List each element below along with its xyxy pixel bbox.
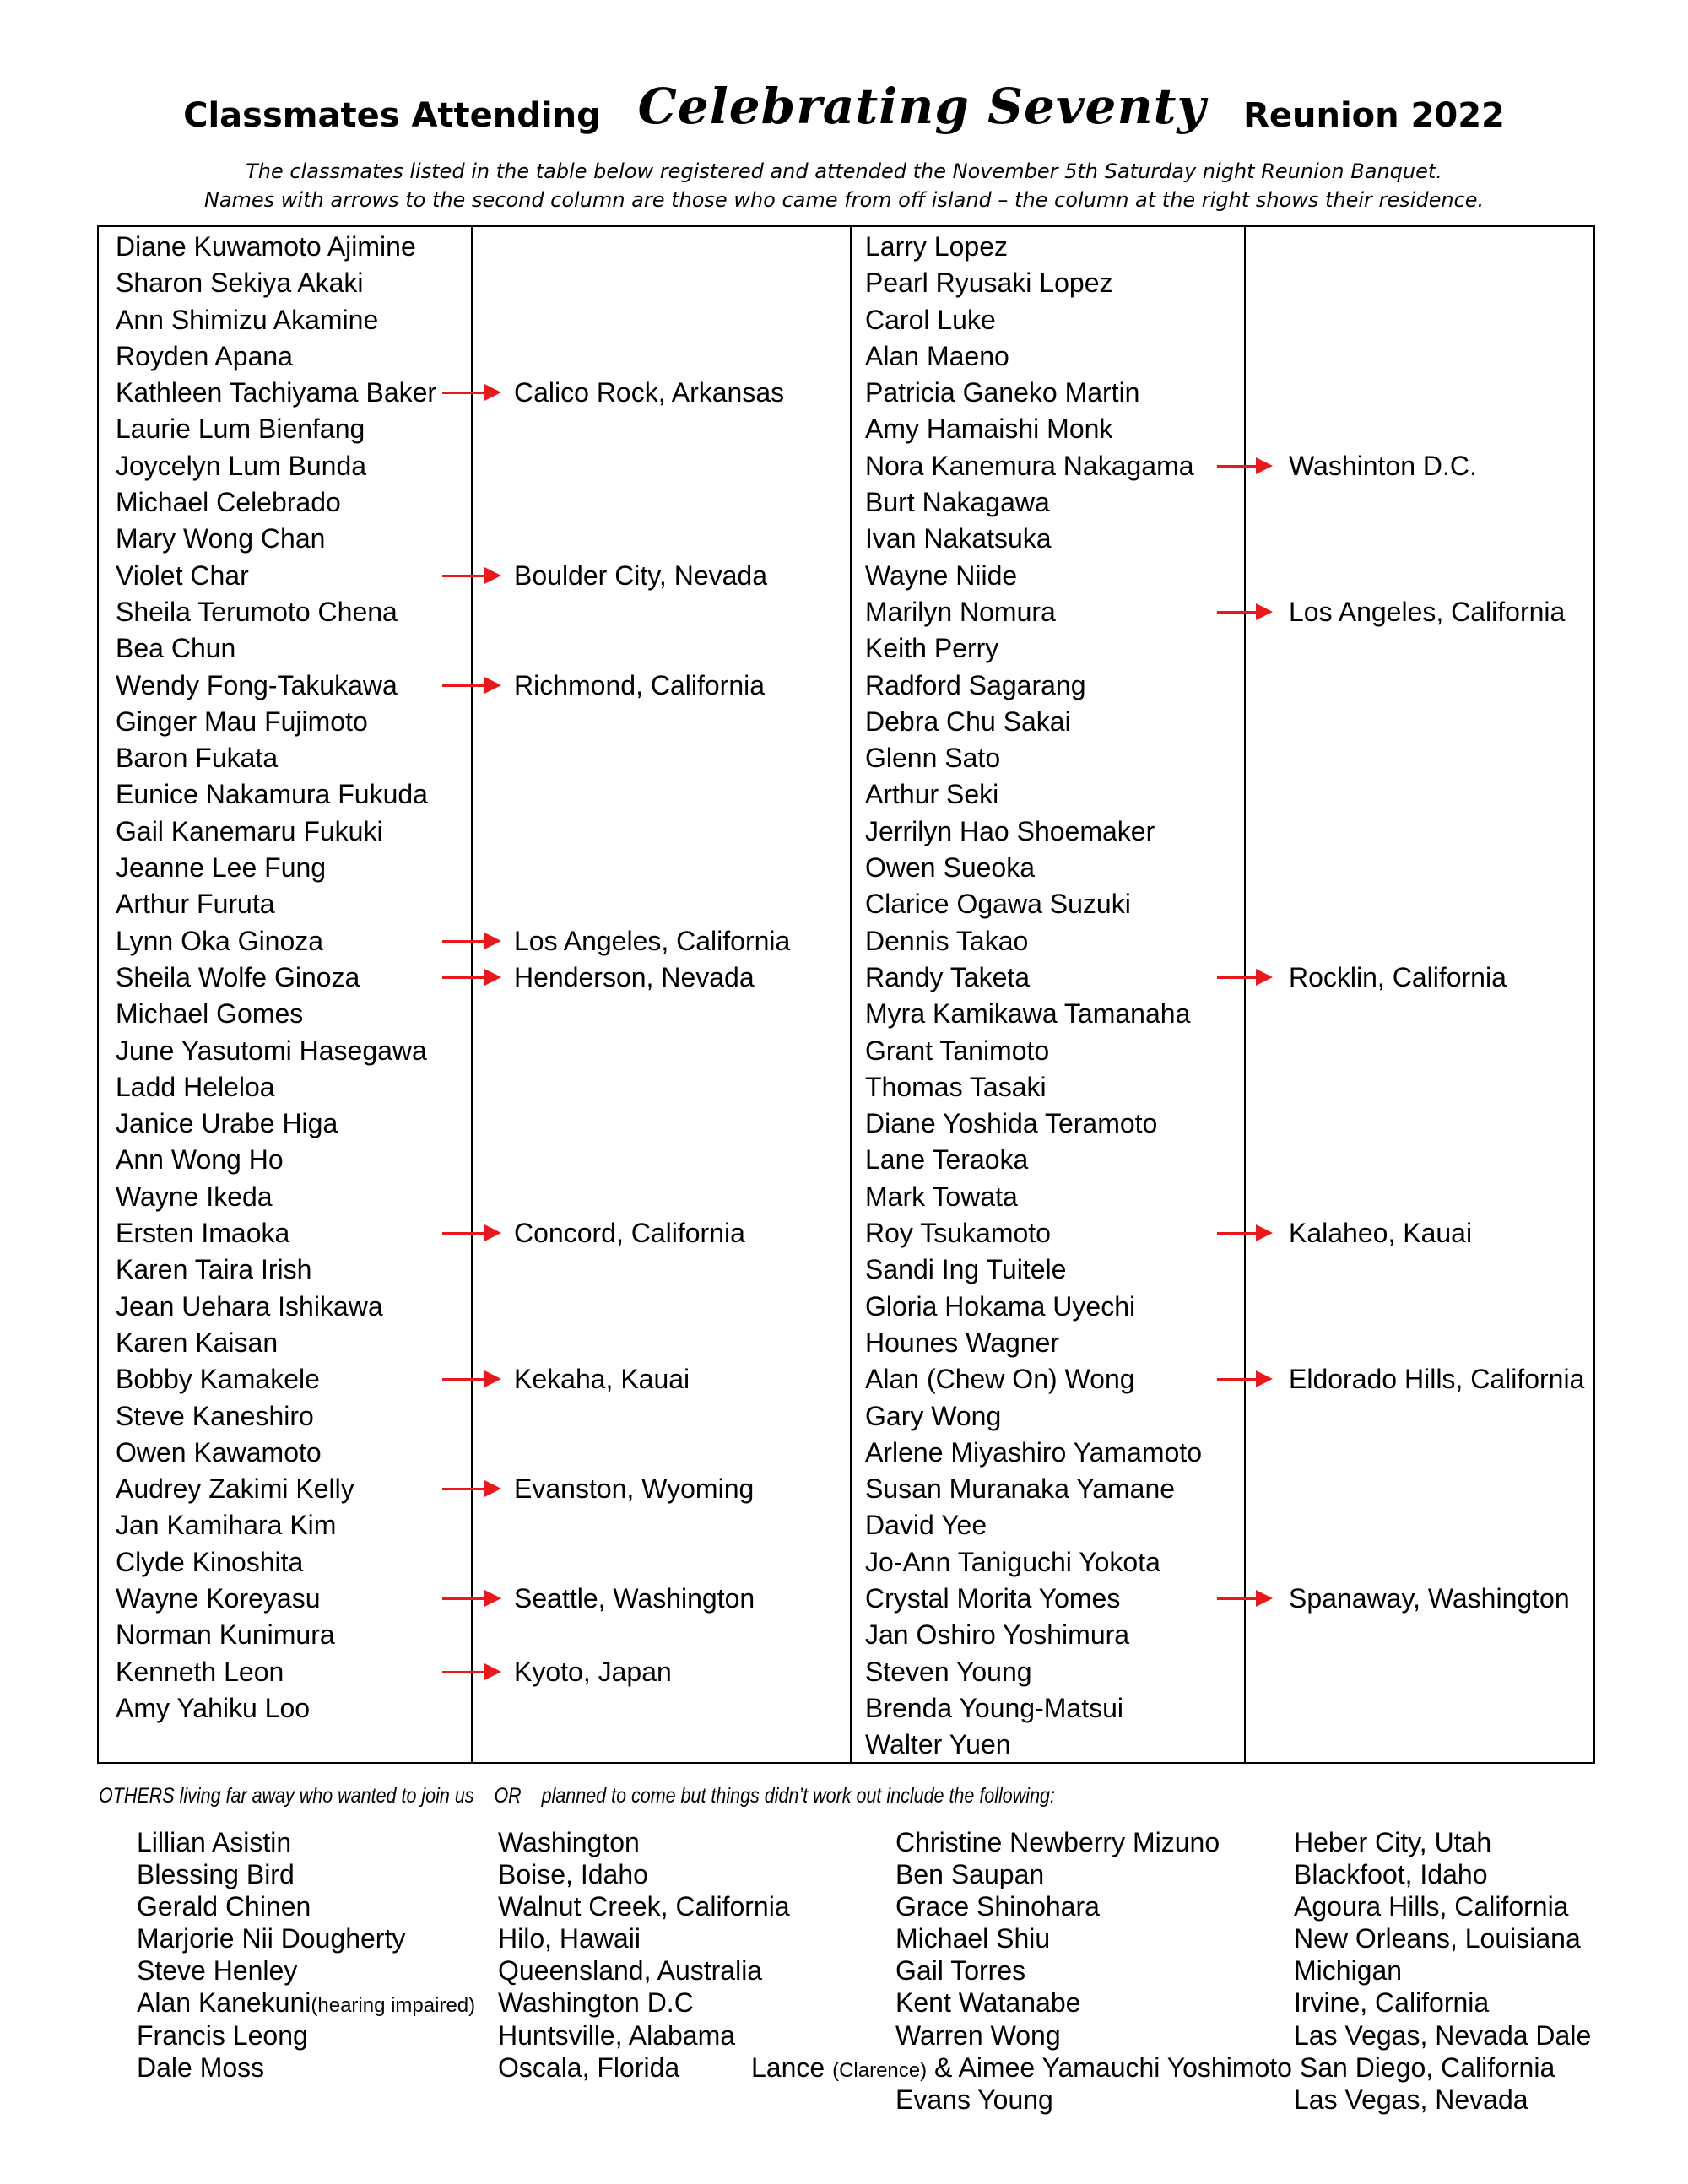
attendee-name: Diane Yoshida Teramoto	[865, 1108, 1158, 1139]
attendee-name: Larry Lopez	[865, 231, 1008, 262]
others-heading-part2: planned to come but things didn’t work out include the following:	[541, 1784, 1055, 1808]
attendee-name: Diane Kuwamoto Ajimine	[116, 231, 416, 262]
attendee-residence	[1289, 1033, 1584, 1069]
attendee-residence	[1289, 484, 1584, 521]
attendee-residence	[1289, 740, 1584, 776]
attendee-name: Norman Kunimura	[116, 1619, 335, 1651]
attendee-name: Grant Tanimoto	[865, 1035, 1050, 1066]
attendee-residence	[514, 1289, 790, 1325]
attendee-name: Myra Kamikawa Tamanaha	[865, 998, 1191, 1030]
attendee-name: Carol Luke	[865, 304, 996, 335]
other-name	[137, 1954, 475, 1987]
attendee-residence	[1289, 1507, 1584, 1543]
attendee-residence	[1289, 1581, 1584, 1617]
attendee-name: David Yee	[865, 1510, 987, 1541]
attendee-name: Arthur Seki	[865, 779, 999, 810]
attendee-name: Pearl Ryusaki Lopez	[865, 268, 1113, 299]
attendee-residence	[514, 886, 790, 922]
attendee-residence	[514, 704, 790, 740]
arrow-icon	[1217, 976, 1269, 979]
attendee-name: Burt Nakagawa	[865, 487, 1050, 518]
attendee-name: Karen Kaisan	[116, 1327, 279, 1358]
attendee-residence	[1289, 1544, 1584, 1581]
title-after: Reunion 2022	[1243, 96, 1505, 135]
intro-line-2: Names with arrows to the second column are those who came from off island – the column at the right shows their residence.	[203, 188, 1485, 212]
other-name	[895, 1954, 1220, 1987]
attendees-table	[97, 225, 1595, 1764]
attendee-residence	[1289, 996, 1584, 1032]
attendee-residence	[514, 302, 790, 338]
attendee-residence	[1289, 1142, 1584, 1178]
residence-text: Kyoto, Japan	[514, 1656, 672, 1687]
arrow-icon	[1217, 1597, 1269, 1600]
attendee-name: Kathleen Tachiyama Baker	[116, 377, 437, 408]
attendee-residence	[514, 960, 790, 996]
attendee-residence	[514, 1471, 790, 1507]
other-residence: Boise, Idaho	[498, 1859, 648, 1890]
attendee-residence	[1289, 1727, 1584, 1763]
attendee-residence	[1289, 1251, 1584, 1288]
attendee-name: Jo-Ann Taniguchi Yokota	[865, 1546, 1160, 1577]
attendee-residence	[1289, 265, 1584, 301]
others-heading-or: OR	[494, 1784, 522, 1808]
attendee-residence	[1289, 411, 1584, 447]
attendee-residence	[514, 814, 790, 850]
attendee-name: Jeanne Lee Fung	[116, 852, 327, 884]
attendee-residence	[514, 265, 790, 301]
residence-text: Los Angeles, California	[514, 925, 791, 956]
lance-part1: Lance	[751, 2052, 833, 2083]
attendee-name: Janice Urabe Higa	[116, 1108, 338, 1139]
other-name	[137, 1858, 475, 1890]
attendee-name: Randy Taketa	[865, 961, 1031, 992]
other-residence: Agoura Hills, California	[1294, 1891, 1569, 1922]
attendee-name: Jerrilyn Hao Shoemaker	[865, 815, 1155, 846]
attendee-name: Alan (Chew On) Wong	[865, 1364, 1135, 1395]
residence-text: Henderson, Nevada	[514, 961, 755, 992]
arrow-icon	[442, 1671, 498, 1673]
attendee-name: Bea Chun	[116, 633, 236, 664]
residence-column-left	[514, 229, 790, 1727]
attendee-name: June Yasutomi Hasegawa	[116, 1035, 427, 1066]
title-before: Classmates Attending	[183, 96, 601, 135]
attendee-name: Susan Muranaka Yamane	[865, 1473, 1176, 1505]
other-name-text: Gerald Chinen	[137, 1891, 311, 1922]
arrow-icon	[442, 575, 498, 577]
attendee-residence	[514, 484, 790, 521]
attendee-name: Nora Kanemura Nakagama	[865, 450, 1194, 481]
other-name	[895, 1890, 1220, 1922]
attendee-name: Sheila Wolfe Ginoza	[116, 961, 360, 992]
attendee-name: Gloria Hokama Uyechi	[865, 1290, 1136, 1322]
attendee-name: Wayne Ikeda	[116, 1181, 273, 1212]
other-name	[895, 2084, 1220, 2116]
lance-part2: & Aimee Yamauchi Yoshimoto San Diego, California	[927, 2052, 1555, 2083]
attendee-residence	[514, 1544, 790, 1581]
attendee-name: Sheila Terumoto Chena	[116, 596, 398, 627]
attendee-name: Arlene Miyashiro Yamamoto	[865, 1436, 1202, 1468]
attendee-residence	[514, 1581, 790, 1617]
attendee-residence	[1289, 1654, 1584, 1690]
attendee-name: Glenn Sato	[865, 743, 1001, 774]
attendee-name: Clyde Kinoshita	[116, 1546, 304, 1577]
attendee-residence	[1289, 630, 1584, 667]
attendee-name: Kenneth Leon	[116, 1656, 284, 1687]
attendee-name: Keith Perry	[865, 633, 999, 664]
attendee-name: Wendy Fong-Takukawa	[116, 669, 398, 700]
attendee-name: Audrey Zakimi Kelly	[116, 1473, 354, 1505]
residence-text: Rocklin, California	[1289, 961, 1507, 992]
attendee-name: Patricia Ganeko Martin	[865, 377, 1140, 408]
others-heading	[99, 1781, 1055, 1810]
attendee-name: Hounes Wagner	[865, 1327, 1060, 1358]
other-name	[137, 1826, 475, 1858]
other-residence: Hilo, Hawaii	[498, 1923, 641, 1954]
attendee-residence	[1289, 1398, 1584, 1435]
others-heading-part1: OTHERS living far away who wanted to join us	[99, 1784, 474, 1808]
others-residence-left	[498, 1826, 790, 2084]
attendee-residence	[514, 558, 790, 594]
attendee-residence	[1289, 1325, 1584, 1361]
others-lance-line	[751, 2052, 1555, 2087]
residence-text: Richmond, California	[514, 669, 766, 700]
arrow-icon	[1217, 465, 1269, 468]
attendee-name: Baron Fukata	[116, 743, 279, 774]
arrow-icon	[442, 976, 498, 979]
attendee-residence	[514, 1654, 790, 1690]
attendee-name: Ladd Heleloa	[116, 1071, 275, 1102]
attendee-name: Gary Wong	[865, 1400, 1002, 1431]
attendee-residence	[1289, 1617, 1584, 1653]
other-name	[137, 2019, 475, 2052]
other-name-text: Evans Young	[895, 2084, 1053, 2115]
attendee-residence	[1289, 1690, 1584, 1727]
attendee-residence	[1289, 1435, 1584, 1471]
other-residence: Huntsville, Alabama	[498, 2019, 736, 2051]
other-name-text: Marjorie Nii Dougherty	[137, 1923, 406, 1954]
attendee-name: Debra Chu Sakai	[865, 705, 1071, 737]
other-name-text: Lillian Asistin	[137, 1827, 292, 1857]
other-name-note: (hearing impaired)	[311, 1994, 476, 2018]
attendee-residence	[1289, 448, 1584, 484]
attendee-name: Steven Young	[865, 1656, 1032, 1687]
attendee-name: Laurie Lum Bienfang	[116, 414, 365, 445]
attendee-name: Lynn Oka Ginoza	[116, 925, 324, 956]
attendee-name: Roy Tsukamoto	[865, 1218, 1051, 1249]
arrow-icon	[1217, 1232, 1269, 1235]
other-residence: Las Vegas, Nevada Dale	[1294, 2019, 1592, 2051]
arrow-icon	[442, 1488, 498, 1490]
attendee-residence	[514, 1069, 790, 1106]
attendee-residence	[514, 1251, 790, 1288]
attendee-residence	[1289, 1215, 1584, 1251]
arrow-icon	[1217, 1378, 1269, 1381]
attendee-name: Sharon Sekiya Akaki	[116, 268, 364, 299]
attendee-residence	[514, 630, 790, 667]
attendee-name: Jan Oshiro Yoshimura	[865, 1619, 1130, 1651]
attendee-name: Amy Hamaishi Monk	[865, 414, 1113, 445]
attendee-name: Sandi Ing Tuitele	[865, 1254, 1067, 1285]
residence-text: Los Angeles, California	[1289, 596, 1566, 627]
other-name	[895, 1987, 1220, 2019]
attendee-residence	[1289, 850, 1584, 886]
arrow-icon	[1217, 611, 1269, 614]
attendee-residence	[1289, 1471, 1584, 1507]
attendee-residence	[514, 1361, 790, 1397]
other-name-text: Gail Torres	[895, 1955, 1026, 1987]
attendee-name: Owen Sueoka	[865, 852, 1036, 884]
attendee-residence	[1289, 338, 1584, 375]
arrow-icon	[442, 1378, 498, 1381]
other-residence: New Orleans, Louisiana	[1294, 1923, 1581, 1954]
attendee-name: Marilyn Nomura	[865, 596, 1056, 627]
residence-column-right	[1289, 229, 1584, 1763]
other-residence: Las Vegas, Nevada	[1294, 2084, 1528, 2115]
attendee-name: Jean Uehara Ishikawa	[116, 1290, 383, 1322]
attendee-residence	[1289, 1069, 1584, 1106]
page-title	[0, 78, 1688, 141]
attendee-residence	[514, 521, 790, 557]
attendee-residence	[514, 776, 790, 813]
attendee-residence	[1289, 302, 1584, 338]
attendee-residence	[1289, 1289, 1584, 1325]
other-residence: Oscala, Florida	[498, 2052, 680, 2083]
attendee-residence	[514, 1142, 790, 1178]
attendee-residence	[1289, 814, 1584, 850]
other-name-text: Francis Leong	[137, 2019, 308, 2051]
attendee-residence	[514, 1215, 790, 1251]
attendee-name: Mark Towata	[865, 1181, 1018, 1212]
attendee-residence	[1289, 1361, 1584, 1397]
other-name-text: Christine Newberry Mizuno	[895, 1827, 1220, 1857]
other-name-text: Warren Wong	[895, 2019, 1061, 2051]
attendee-residence	[514, 850, 790, 886]
attendee-name: Ann Shimizu Akamine	[116, 304, 379, 335]
residence-text: Calico Rock, Arkansas	[514, 377, 785, 408]
other-name-text: Kent Watanabe	[895, 1987, 1081, 2019]
names-column-left	[116, 229, 436, 1727]
other-name	[137, 1987, 475, 2019]
attendee-residence	[514, 740, 790, 776]
attendee-residence	[514, 1325, 790, 1361]
attendee-residence	[1289, 521, 1584, 557]
attendee-residence	[1289, 776, 1584, 813]
attendee-residence	[514, 1398, 790, 1435]
other-residence: Irvine, California	[1294, 1987, 1490, 2019]
attendee-name: Michael Celebrado	[116, 487, 341, 518]
attendee-residence	[1289, 1179, 1584, 1215]
attendee-residence	[1289, 1106, 1584, 1142]
arrow-icon	[442, 1232, 498, 1235]
attendee-residence	[1289, 704, 1584, 740]
attendee-residence	[514, 411, 790, 447]
arrow-icon	[442, 940, 498, 943]
attendee-residence	[514, 923, 790, 960]
attendee-name: Wayne Niide	[865, 560, 1018, 591]
attendee-name: Gail Kanemaru Fukuki	[116, 815, 383, 846]
residence-text: Kalaheo, Kauai	[1289, 1218, 1473, 1249]
attendee-residence	[514, 1106, 790, 1142]
attendee-name: Steve Kaneshiro	[116, 1400, 314, 1431]
other-residence: Heber City, Utah	[1294, 1827, 1492, 1857]
attendee-name: Thomas Tasaki	[865, 1071, 1047, 1102]
attendee-name: Ginger Mau Fujimoto	[116, 705, 368, 737]
column-divider	[1244, 227, 1246, 1762]
attendee-residence	[514, 1690, 790, 1727]
other-residence: Queensland, Australia	[498, 1955, 763, 1987]
attendee-name: Bobby Kamakele	[116, 1364, 320, 1395]
arrow-icon	[442, 1597, 498, 1600]
attendee-residence	[1289, 375, 1584, 411]
attendee-name: Lane Teraoka	[865, 1144, 1029, 1176]
attendee-name: Arthur Furuta	[116, 889, 275, 920]
residence-text: Evanston, Wyoming	[514, 1473, 755, 1505]
lance-note: (Clarence)	[832, 2059, 928, 2082]
attendee-name: Jan Kamihara Kim	[116, 1510, 337, 1541]
other-name-text: Alan Kanekuni	[137, 1987, 311, 2019]
attendee-residence	[514, 375, 790, 411]
attendee-name: Ivan Nakatsuka	[865, 523, 1052, 554]
attendee-residence	[1289, 558, 1584, 594]
other-name-text: Grace Shinohara	[895, 1891, 1100, 1922]
column-divider	[850, 227, 852, 1762]
other-residence: Walnut Creek, California	[498, 1891, 790, 1922]
arrow-icon	[442, 684, 498, 687]
column-divider	[471, 227, 473, 1762]
attendee-name: Violet Char	[116, 560, 249, 591]
arrow-icon	[442, 392, 498, 394]
attendee-name: Ersten Imaoka	[116, 1218, 290, 1249]
intro-line-1: The classmates listed in the table below registered and attended the November 5th Saturday night Reunion Banquet.	[246, 159, 1442, 183]
attendee-residence	[514, 996, 790, 1032]
other-name	[895, 2019, 1220, 2052]
other-name-text: Dale Moss	[137, 2052, 265, 2083]
attendee-residence	[514, 448, 790, 484]
attendee-name: Dennis Takao	[865, 925, 1029, 956]
attendee-name: Joycelyn Lum Bunda	[116, 450, 367, 481]
attendee-residence	[1289, 960, 1584, 996]
other-name	[137, 1890, 475, 1922]
attendee-name: Mary Wong Chan	[116, 523, 326, 554]
attendee-name: Karen Taira Irish	[116, 1254, 312, 1285]
residence-text: Seattle, Washington	[514, 1582, 755, 1614]
attendee-residence	[514, 1507, 790, 1543]
other-name	[895, 1858, 1220, 1890]
others-names-left	[137, 1826, 475, 2084]
attendee-residence	[1289, 229, 1584, 265]
attendee-residence	[514, 338, 790, 375]
attendee-residence	[514, 1033, 790, 1069]
attendee-residence	[514, 1179, 790, 1215]
attendee-name: Crystal Morita Yomes	[865, 1582, 1121, 1614]
attendee-residence	[1289, 886, 1584, 922]
attendee-name: Eunice Nakamura Fukuda	[116, 779, 428, 810]
names-column-right	[865, 229, 1202, 1763]
other-name-text: Steve Henley	[137, 1955, 298, 1987]
other-name	[895, 1922, 1220, 1954]
residence-text: Spanaway, Washington	[1289, 1582, 1570, 1614]
attendee-residence	[514, 594, 790, 630]
attendee-name: Ann Wong Ho	[116, 1144, 284, 1176]
attendee-name: Walter Yuen	[865, 1729, 1011, 1760]
attendee-name: Radford Sagarang	[865, 669, 1086, 700]
attendee-residence	[514, 1435, 790, 1471]
other-residence: Blackfoot, Idaho	[1294, 1859, 1488, 1890]
attendee-name: Alan Maeno	[865, 340, 1009, 371]
other-name	[137, 1922, 475, 1954]
other-name-text: Ben Saupan	[895, 1859, 1045, 1890]
attendee-residence	[1289, 923, 1584, 960]
other-residence: Washington	[498, 1827, 640, 1857]
attendee-name: Michael Gomes	[116, 998, 304, 1030]
residence-text: Washinton D.C.	[1289, 450, 1477, 481]
other-name-text: Michael Shiu	[895, 1923, 1051, 1954]
attendee-name: Amy Yahiku Loo	[116, 1692, 311, 1723]
attendee-name: Brenda Young-Matsui	[865, 1692, 1123, 1723]
attendee-name: Clarice Ogawa Suzuki	[865, 889, 1131, 920]
other-name	[137, 2052, 475, 2084]
attendee-name: Owen Kawamoto	[116, 1436, 322, 1468]
attendee-residence	[514, 668, 790, 704]
residence-text: Eldorado Hills, California	[1289, 1364, 1585, 1395]
attendee-name: Wayne Koreyasu	[116, 1582, 321, 1614]
attendee-residence	[1289, 668, 1584, 704]
attendee-residence	[514, 229, 790, 265]
other-name-text: Blessing Bird	[137, 1859, 295, 1890]
attendee-name: Royden Apana	[116, 340, 293, 371]
residence-text: Boulder City, Nevada	[514, 560, 767, 591]
attendee-residence	[1289, 594, 1584, 630]
title-script: Celebrating Seventy	[637, 78, 1207, 135]
other-residence: Washington D.C	[498, 1987, 694, 2019]
attendee-residence	[514, 1617, 790, 1653]
residence-text: Kekaha, Kauai	[514, 1364, 690, 1395]
other-residence: Michigan	[1294, 1955, 1403, 1987]
residence-text: Concord, California	[514, 1218, 745, 1249]
other-name	[895, 1826, 1220, 1858]
